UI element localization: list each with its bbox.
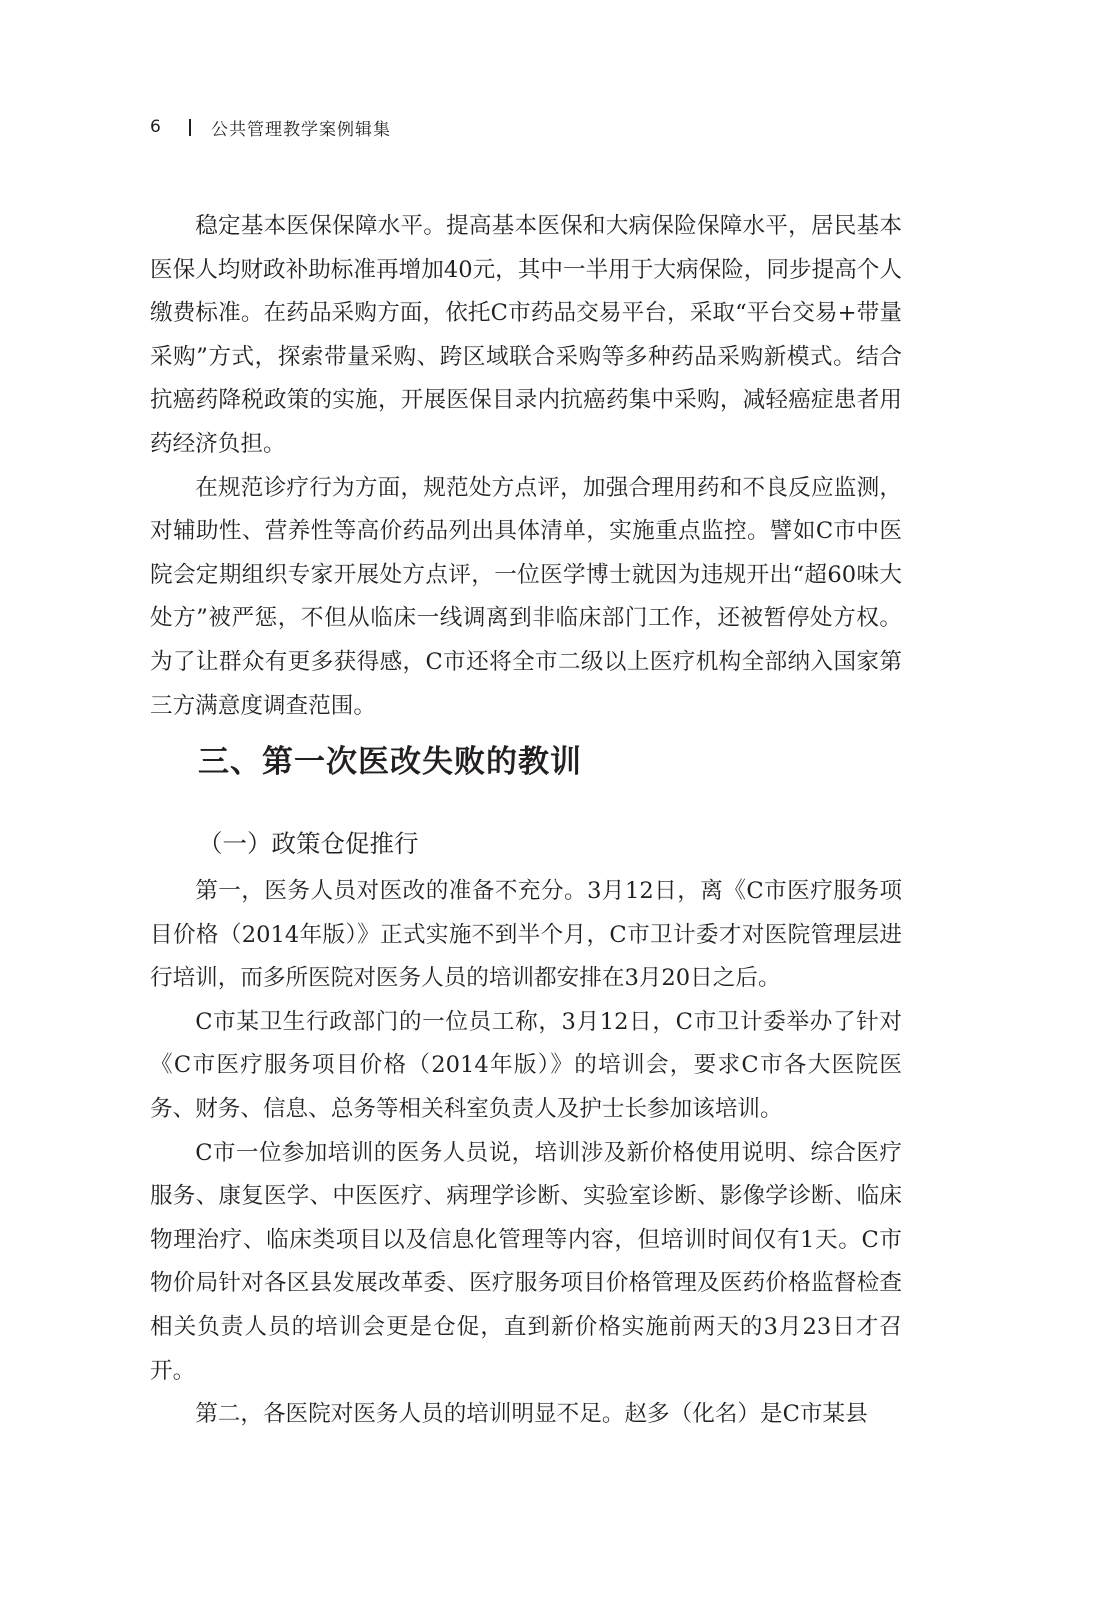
body-text-top [150,205,902,728]
paragraph: 第一，医务人员对医改的准备不充分。3月12日，离《C市医疗服务项目价格（2014年版）》正式实施不到半个月，C市卫计委才对医院管理层进行培训，而多所医院对医务人员的培训都安排在3月20日之后。 [150,878,902,992]
paragraph: 稳定基本医保保障水平。提高基本医保和大病保险保障水平，居民基本医保人均财政补助标准再增加40元，其中一半用于大病保险，同步提高个人缴费标准。在药品采购方面，依托C市药品交易平台，采取“平台交易+带量采购”方式，探索带量采购、跨区域联合采购等多种药品采购新模式。结合抗癌药降税政策的实施，开展医保目录内抗癌药集中采购，减轻癌症患者用药经济负担。 [150,213,902,457]
paragraph: 第二，各医院对医务人员的培训明显不足。赵多（化名）是C市某县 [195,1401,868,1428]
book-title: 公共管理教学案例辑集 [211,119,391,140]
section-heading: 三、第一次医改失败的教训 [198,744,582,780]
paragraph: 在规范诊疗行为方面，规范处方点评，加强合理用药和不良反应监测，对辅助性、营养性等高价药品列出具体清单，实施重点监控。譬如C市中医院会定期组织专家开展处方点评，一位医学博士就因为违规开出“超60味大处方”被严惩，不但从临床一线调离到非临床部门工作，还被暂停处方权。为了让群众有更多获得感，C市还将全市二级以上医疗机构全部纳入国家第三方满意度调查范围。 [150,474,902,719]
header-divider [189,119,191,136]
paragraph: C市一位参加培训的医务人员说，培训涉及新价格使用说明、综合医疗服务、康复医学、中医医疗、病理学诊断、实验室诊断、影像学诊断、临床物理治疗、临床类项目以及信息化管理等内容，但培训时间仅有1天。C市物价局针对各区县发展改革委、医疗服务项目价格管理及医药价格监督检查相关负责人员的培训会更是仓促，直到新价格实施前两天的3月23日才召开。 [150,1139,902,1384]
page-number: 6 [150,117,161,137]
body-text-bottom [150,870,902,1437]
paragraph: C市某卫生行政部门的一位员工称，3月12日，C市卫计委举办了针对《C市医疗服务项目价格（2014年版）》的培训会，要求C市各大医院医务、财务、信息、总务等相关科室负责人及护士长参加该培训。 [150,1008,902,1122]
running-header [150,112,391,142]
sub-heading: （一）政策仓促推行 [198,829,419,858]
